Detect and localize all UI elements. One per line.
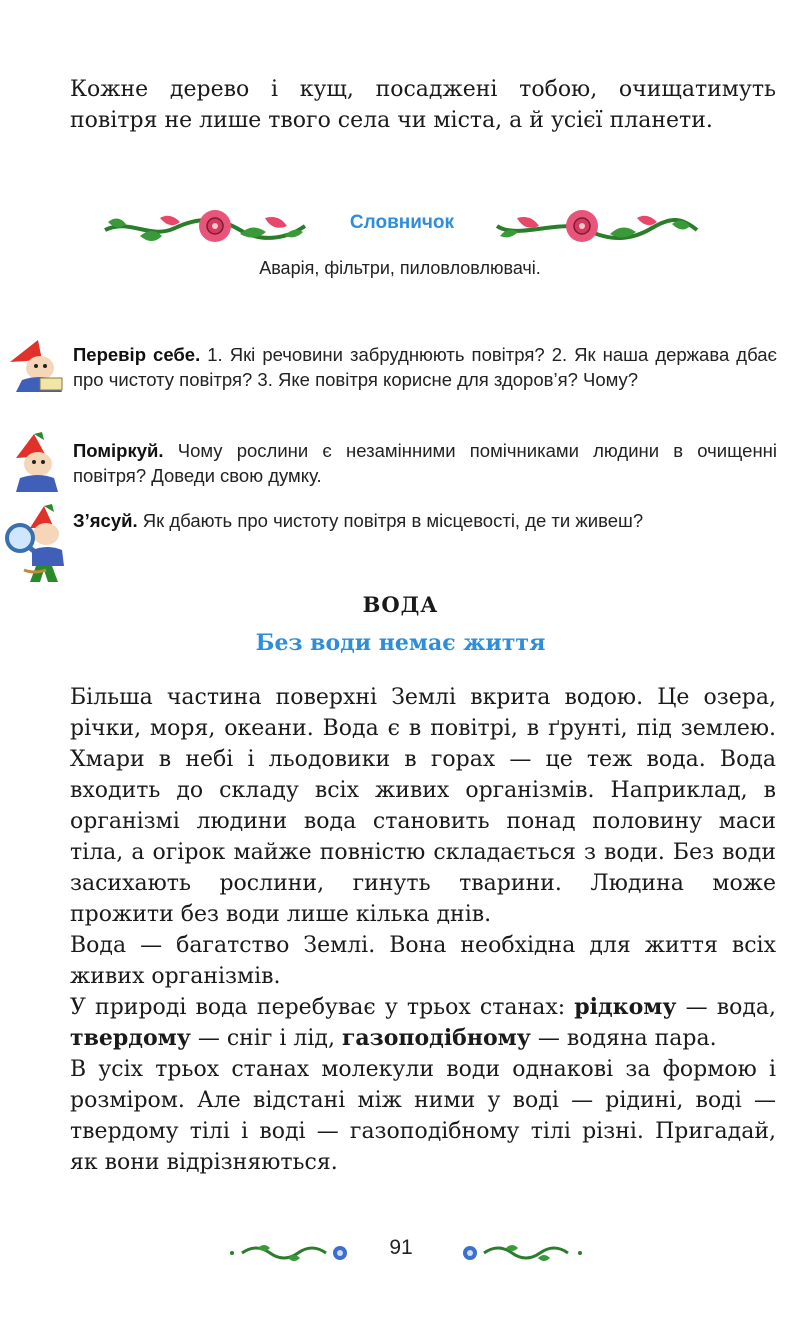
task-check-label: Перевір себе. bbox=[73, 344, 201, 365]
gnome-reading-icon bbox=[4, 338, 70, 394]
gnome-magnifier-icon bbox=[4, 504, 74, 586]
floral-ornament-left-icon bbox=[100, 200, 310, 252]
page-footer bbox=[0, 1232, 801, 1272]
vocab-header bbox=[100, 200, 700, 252]
intro-paragraph bbox=[70, 74, 776, 136]
p3-part-c: — вода, bbox=[676, 995, 777, 1020]
body-text bbox=[70, 682, 776, 1178]
floral-ornament-right-icon bbox=[492, 200, 702, 252]
term-solid: твердому bbox=[70, 1025, 191, 1051]
task-think-body: Чому рослини є незамінними помічниками людини в очищенні повітря? Доведи свою думку. bbox=[73, 440, 777, 486]
task-think-text bbox=[73, 438, 777, 488]
body-paragraph-2: Вода — багатство Землі. Вона необхідна для життя всіх живих організмів. bbox=[70, 933, 776, 989]
task-think-label: Поміркуй. bbox=[73, 440, 164, 461]
task-check-body: 1. Які речовини забруднюють повітря? 2. Як наша держава дбає про чистоту повітря? 3. Яке повітря корисне для здоров’я? Чому? bbox=[73, 344, 777, 390]
p3-part-g: — водяна пара. bbox=[530, 1026, 717, 1051]
section-title: ВОДА bbox=[362, 592, 439, 617]
task-find-out-body: Як дбають про чистоту повітря в місцевості, де ти живеш? bbox=[137, 510, 644, 531]
task-find-out-label: З’ясуй. bbox=[73, 510, 138, 531]
body-paragraph-4: В усіх трьох станах молекули води однакові за формою і розміром. Але відстані між ними у воді — рідині, воді — твердому тілі і воді — газоподібному тілі різні. Пригадай, як вони відрізняються. bbox=[70, 1057, 776, 1175]
footer-ornament-left-icon bbox=[228, 1238, 358, 1268]
body-paragraph-1: Більша частина поверхні Землі вкрита водою. Це озера, річки, моря, океани. Вода є в повітрі, в ґрунті, під землею. Хмари в небі і льодовики в горах — це теж вода. Вода входить до складу всіх живих організмів. Наприклад, в організмі людини вода становить понад половину маси тіла, а огірок майже повністю складається з води. Без води засихають рослини, гинуть тварини. Людина може прожити без води лише кілька днів. bbox=[70, 685, 776, 927]
intro-text: Кожне дерево і кущ, посаджені тобою, очищатимуть повітря не лише твого села чи міста, а й усієї планети. bbox=[70, 77, 776, 133]
footer-ornament-right-icon bbox=[456, 1238, 586, 1268]
task-find-out-text bbox=[73, 508, 777, 533]
section-subtitle: Без води немає життя bbox=[255, 630, 546, 656]
vocab-words: Аварія, фільтри, пиловловлювачі. bbox=[259, 258, 541, 278]
term-gaseous: газоподібному bbox=[341, 1025, 531, 1051]
vocab-title: Словничок bbox=[349, 212, 455, 233]
page-number: 91 bbox=[389, 1236, 413, 1259]
p3-part-a: У природі вода перебуває у трьох станах: bbox=[70, 995, 575, 1020]
p3-part-e: — сніг і лід, bbox=[190, 1026, 342, 1051]
gnome-thinking-icon bbox=[4, 432, 70, 494]
term-liquid: рідкому bbox=[574, 994, 677, 1020]
task-check-text bbox=[73, 342, 777, 392]
body-paragraph-3 bbox=[70, 992, 776, 1054]
